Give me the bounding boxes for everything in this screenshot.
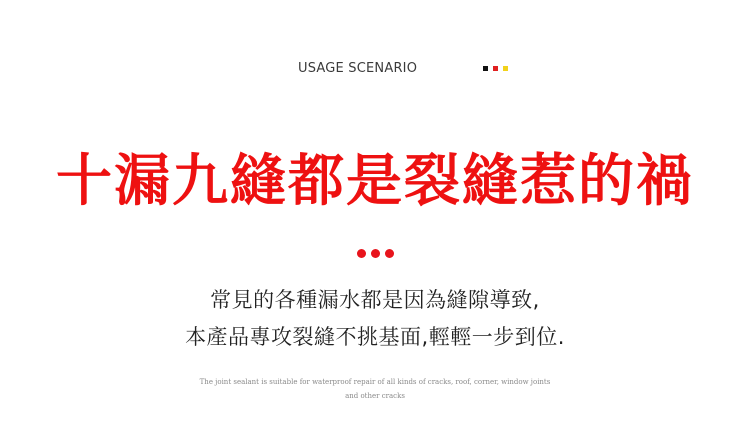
headline: 十漏九縫都是裂縫惹的禍 (56, 149, 694, 214)
red-square-icon (493, 66, 498, 71)
dot-icon (385, 249, 394, 258)
black-square-icon (483, 66, 488, 71)
section-label: USAGE SCENARIO (298, 61, 418, 76)
dot-divider (0, 249, 750, 258)
description-line-1: 常見的各種漏水都是因為縫隙導致, (210, 288, 540, 312)
color-squares (483, 66, 508, 71)
yellow-square-icon (503, 66, 508, 71)
section-header (0, 58, 750, 80)
description-line-2: 本產品專攻裂縫不挑基面,輕輕一步到位. (185, 325, 565, 349)
english-note-line-1: The joint sealant is suitable for waterproof repair of all kinds of cracks, roof, corner, window joints (199, 378, 551, 386)
dot-icon (357, 249, 366, 258)
english-note-line-2: and other cracks (345, 392, 405, 400)
dot-icon (371, 249, 380, 258)
